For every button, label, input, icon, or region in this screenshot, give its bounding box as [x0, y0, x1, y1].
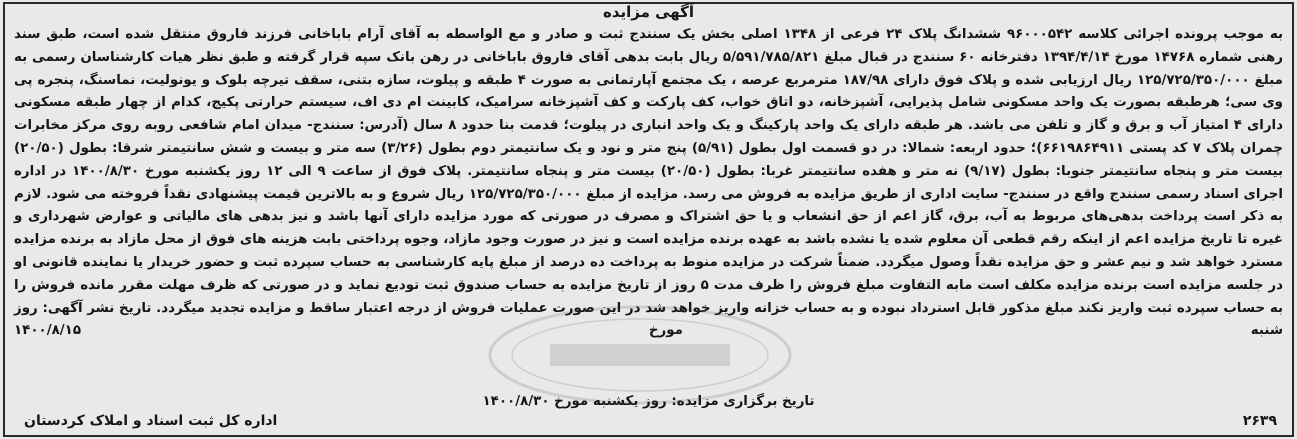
notice-body-text: به موجب پرونده اجرائی کلاسه ۹۶۰۰۰۵۴۲ ششدانگ پلاک ۲۴ فرعی از ۱۳۴۸ اصلی بخش یک سنندج ثبت و صادر و مع الواسطه به آقای آرام باباخانی فرزند فاروق منتقل شده است، طبق سند رهنی شماره ۱۴۷۶۸ مورخ ۱۳۹۴/۴/۱۴ دفترخانه ۶۰ سنندج در قبال مبلغ ۵/۵۹۱/۷۸۵/۸۲۱ ریال بابت بدهی آقای فاروق باباخانی در رهن بانک سپه قرار گرفته و طبق نظر هیات کارشناسان رسمی به مبلغ ۱۲۵/۷۲۵/۳۵۰/۰۰۰ ریال ارزیابی شده و پلاک فوق دارای ۱۸۷/۹۸ مترمربع عرصه ، یک مجتمع آپارتمانی به صورت ۴ طبقه و پیلوت، سازه بتنی، سقف تیرچه بلوک و یونولیت، نماسنگ، پنجره پی وی سی؛ هرطبقه بصورت یک واحد مسکونی شامل پذیرایی، آشپزخانه، دو اتاق خواب، کف پارکت و کف آشپزخانه سرامیک، کابینت ام دی اف، سیستم حرارتی پکیج، کدام از چهار طبقه مسکونی دارای ۴ امتیاز آب و برق و گاز و تلفن می باشد. هر طبقه دارای یک واحد پارکینگ و یک واحد انباری در پیلوت؛ قدمت بنا حدود ۸ سال (آدرس: سنندج- میدان امام شافعی روبه روی مرکز مخابرات چمران پلاک ۷ کد پستی ۶۶۱۹۸۶۴۹۱۱)؛ حدود اربعه: شمالا: در دو قسمت اول بطول (۵/۹۱) پنج متر و نود و یک سانتیمتر دوم بطول (۳/۲۶) سه متر و بیست و شش سانتیمتر شرقا: بطول (۲۰/۵۰) بیست متر و پنجاه سانتیمتر جنوبا: بطول (۹/۱۷) نه متر و هفده سانتیمتر غربا: بطول (۲۰/۵۰) بیست متر و پنجاه سانتیمتر. پلاک فوق از ساعت ۹ الی ۱۲ روز یکشنبه مورخ ۱۴۰۰/۸/۳۰ در اداره اجرای اسناد رسمی سنندج واقع در سنندج- سایت اداری از طریق مزایده به فروش می رسد. مزایده از مبلغ ۱۲۵/۷۲۵/۳۵۰/۰۰۰ ریال شروع و به بالاترین قیمت پیشنهادی نقداً فروخته می شود. لازم به ذکر است پرداخت بدهی‌های مربوط به آب، برق، گاز اعم از حق انشعاب و یا حق اشتراک و مصرف در صورتی که مورد مزایده دارای آنها باشد و نیز بدهی های مالیاتی و عوارض شهرداری و غیره تا تاریخ مزایده اعم از اینکه رقم قطعی آن معلوم شده یا نشده باشد به عهده برنده مزایده است و نیز در صورت وجود مازاد، وجوه پرداختی بابت هزینه های فوق از محل مازاد به برنده مزایده مسترد خواهد شد و نیم عشر و حق مزایده نقداً وصول میگردد. ضمناً شرکت در مزایده منوط به پرداخت ده درصد از مبلغ پایه کارشناسی به حساب سپرده ثبت و حضور خریدار یا نماینده قانونی او در جلسه مزایده است برنده مزایده مکلف است مابه التفاوت مبلغ فروش را ظرف مدت ۵ روز از تاریخ مزایده به حساب صندوق ثبت تودیع نماید و در صورتی که ظرف مهلت مقرر مانده فروش را به حساب سپرده ثبت واریز نکند مبلغ مذکور قابل استرداد نبوده و به حساب خزانه واریز خواهد شد در این صورت عملیات فروش از درجه اعتبار ساقط و مزایده تجدید میگردد. تاریخ نشر آگهی: روز شنبه مورخ ۱۴۰۰/۸/۱۵: [14, 27, 1284, 339]
notice-title: آگهی مزایده: [602, 3, 695, 21]
issuing-office: اداره کل ثبت اسناد و املاک کردستان: [24, 413, 278, 429]
notice-body: [14, 24, 1283, 343]
notice-code: ۲۶۳۹: [1242, 413, 1277, 429]
auction-date-line: تاریخ برگزاری مزایده: روز یکشنبه مورخ ۱۴۰۰/۸/۳۰: [482, 394, 815, 409]
